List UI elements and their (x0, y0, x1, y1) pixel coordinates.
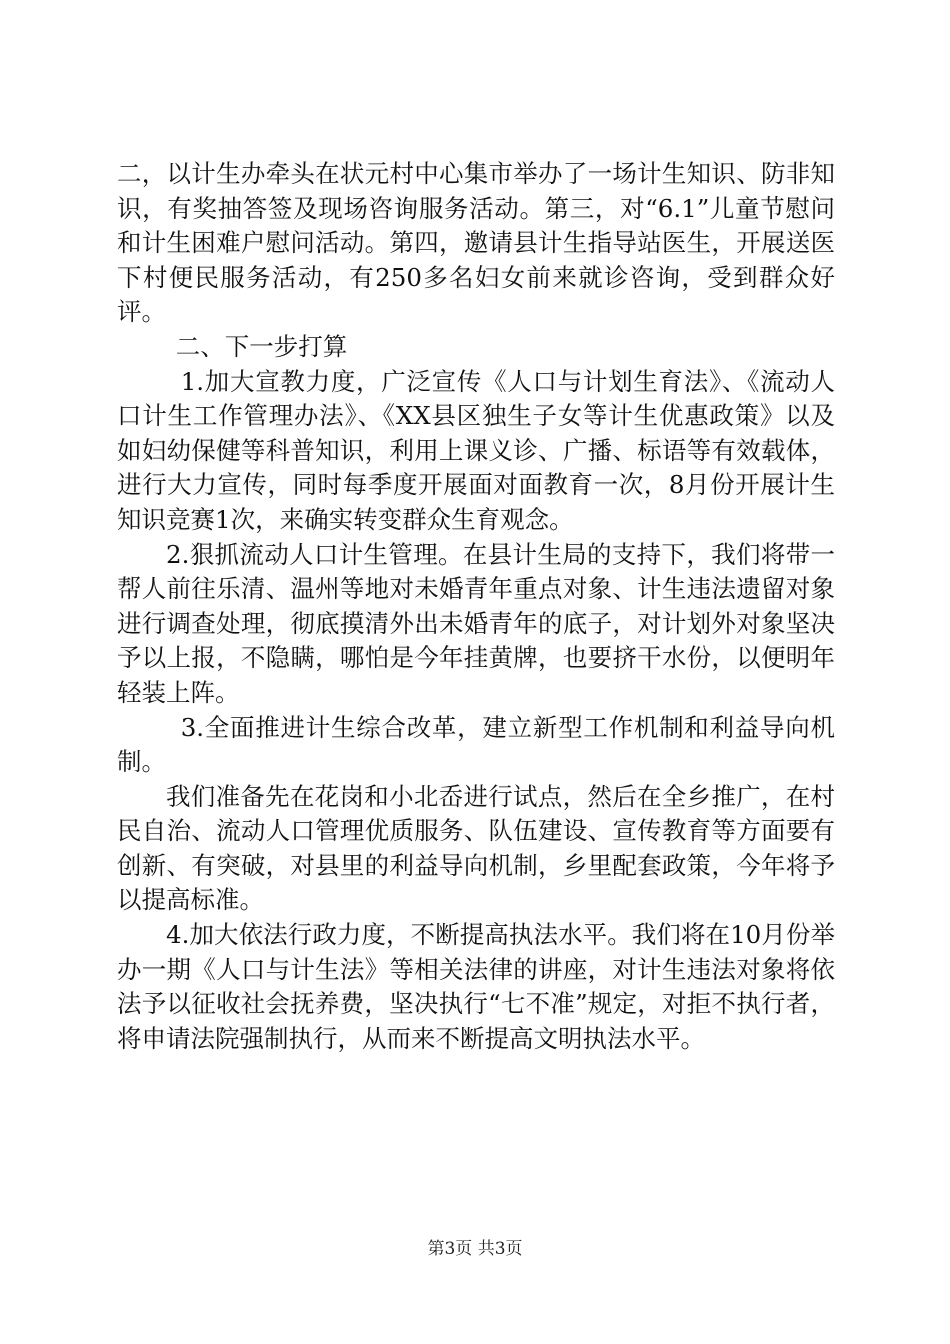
paragraph-continued-activities: 二，以计生办牵头在状元村中心集市举办了一场计生知识、防非知识，有奖抽答签及现场咨询服务活动。第三，对“6.1”儿童节慰问和计生困难户慰问活动。第四，邀请县计生指导站医生，开展送医下村便民服务活动，有250多名妇女前来就诊咨询，受到群众好评。 (117, 159, 835, 327)
paragraph-item-2-migrant-management: 2.狠抓流动人口计生管理。在县计生局的支持下，我们将带一帮人前往乐清、温州等地对未婚青年重点对象、计生违法遗留对象进行调查处理，彻底摸清外出未婚青年的底子，对计划外对象坚决予以上报，不隐瞒，哪怕是今年挂黄牌，也要挤干水份，以便明年轻装上阵。 (117, 539, 835, 707)
paragraph-item-4-law-enforcement: 4.加大依法行政力度，不断提高执法水平。我们将在10月份举办一期《人口与计生法》等相关法律的讲座，对计生违法对象将依法予以征收社会抚养费，坚决执行“七不准”规定，对拒不执行者，将申请法院强制执行，从而来不断提高文明执法水平。 (117, 920, 835, 1053)
page-footer: 第3页 共3页 (427, 1239, 523, 1259)
paragraph-item-3-reform: 3.全面推进计生综合改革，建立新型工作机制和利益导向机制。 (117, 712, 835, 777)
section-heading-next-steps: 二、下一步打算 (175, 331, 348, 361)
document-body (117, 157, 835, 1056)
paragraph-item-1-publicity: 1.加大宣教力度，广泛宣传《人口与计划生育法》、《流动人口计生工作管理办法》、《XX县区独生子女等计生优惠政策》以及如妇幼保健等科普知识，利用上课义诊、广播、标语等有效载体，进行大力宣传，同时每季度开展面对面教育一次，8月份开展计生知识竞赛1次，来确实转变群众生育观念。 (117, 366, 835, 534)
paragraph-pilot-plan: 我们准备先在花岗和小北岙进行试点，然后在全乡推广，在村民自治、流动人口管理优质服务、队伍建设、宣传教育等方面要有创新、有突破，对县里的利益导向机制，乡里配套政策，今年将予以提高标准。 (117, 781, 835, 915)
